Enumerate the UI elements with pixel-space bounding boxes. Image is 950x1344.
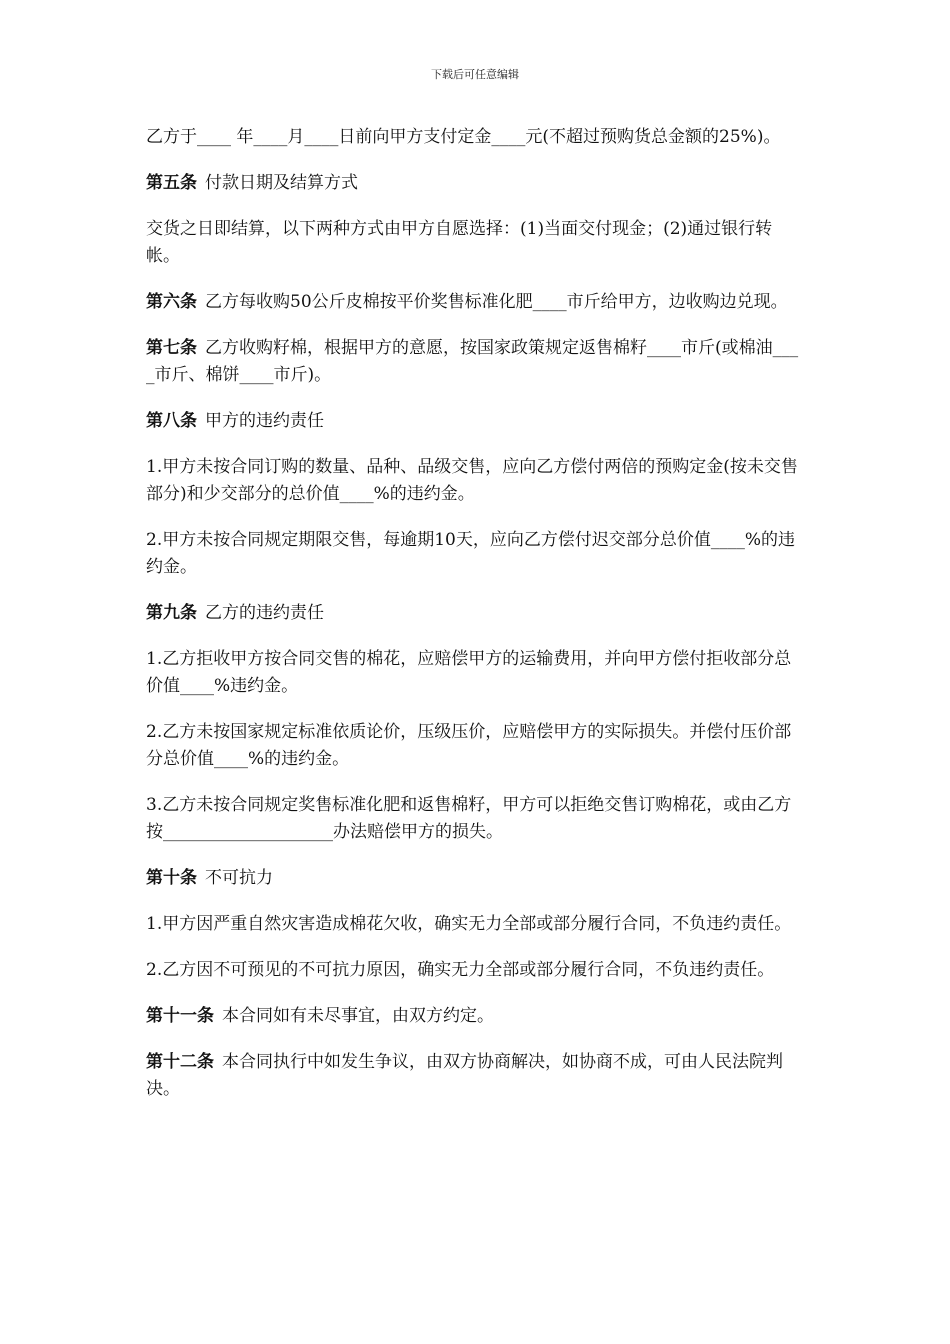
article-9-clause-1: 1.乙方拒收甲方按合同交售的棉花，应赔偿甲方的运输费用，并向甲方偿付拒收部分总价值____%违约金。 [146,649,792,696]
article-12-paragraph [146,1049,806,1103]
article-12-number: 第十二条 [146,1052,214,1072]
article-6-text: 乙方每收购50公斤皮棉按平价奖售标准化肥____市斤给甲方，边收购边兑现。 [205,292,788,312]
article-5-heading [146,170,806,197]
article-12-text: 本合同执行中如发生争议，由双方协商解决，如协商不成，可由人民法院判决。 [146,1052,783,1099]
article-6-number: 第六条 [146,292,197,312]
article-10-clause-2: 2.乙方因不可预见的不可抗力原因，确实无力全部或部分履行合同，不负违约责任。 [146,960,775,980]
article-6-paragraph [146,289,806,316]
article-11-text: 本合同如有未尽事宜，由双方约定。 [222,1006,494,1026]
article-5-title: 付款日期及结算方式 [205,173,358,193]
article-7-text: 乙方收购籽棉，根据甲方的意愿，按国家政策规定返售棉籽____市斤(或棉油____市斤、棉饼____市斤)。 [146,338,799,385]
article-8-title: 甲方的违约责任 [205,411,324,431]
article-9-number: 第九条 [146,603,197,623]
article-10-heading [146,865,806,892]
article-10-number: 第十条 [146,868,197,888]
article-10-title: 不可抗力 [205,868,273,888]
article-5-paragraph: 交货之日即结算，以下两种方式由甲方自愿选择：(1)当面交付现金；(2)通过银行转帐。 [146,219,773,266]
article-9-heading [146,600,806,627]
article-8-number: 第八条 [146,411,197,431]
article-8-heading [146,408,806,435]
contract-body [146,124,806,1122]
article-8-clause-2: 2.甲方未按合同规定期限交售，每逾期10天，应向乙方偿付迟交部分总价值____%的违约金。 [146,530,796,577]
article-9-clause-2: 2.乙方未按国家规定标准依质论价，压级压价，应赔偿甲方的实际损失。并偿付压价部分总价值____%的违约金。 [146,722,792,769]
article-7-number: 第七条 [146,338,197,358]
article-10-clause-1: 1.甲方因严重自然灾害造成棉花欠收，确实无力全部或部分履行合同，不负违约责任。 [146,914,792,934]
article-11-paragraph [146,1003,806,1030]
article-9-clause-3: 3.乙方未按合同规定奖售标准化肥和返售棉籽，甲方可以拒绝交售订购棉花，或由乙方按____________________办法赔偿甲方的损失。 [146,795,792,842]
deposit-paragraph: 乙方于____ 年____月____日前向甲方支付定金____元(不超过预购货总金额的25%)。 [146,127,781,147]
article-8-clause-1: 1.甲方未按合同订购的数量、品种、品级交售，应向乙方偿付两倍的预购定金(按未交售部分)和少交部分的总价值____%的违约金。 [146,457,798,504]
article-11-number: 第十一条 [146,1006,214,1026]
article-7-paragraph [146,335,806,389]
article-5-number: 第五条 [146,173,197,193]
page-header-note: 下载后可任意编辑 [431,68,519,81]
article-9-title: 乙方的违约责任 [205,603,324,623]
